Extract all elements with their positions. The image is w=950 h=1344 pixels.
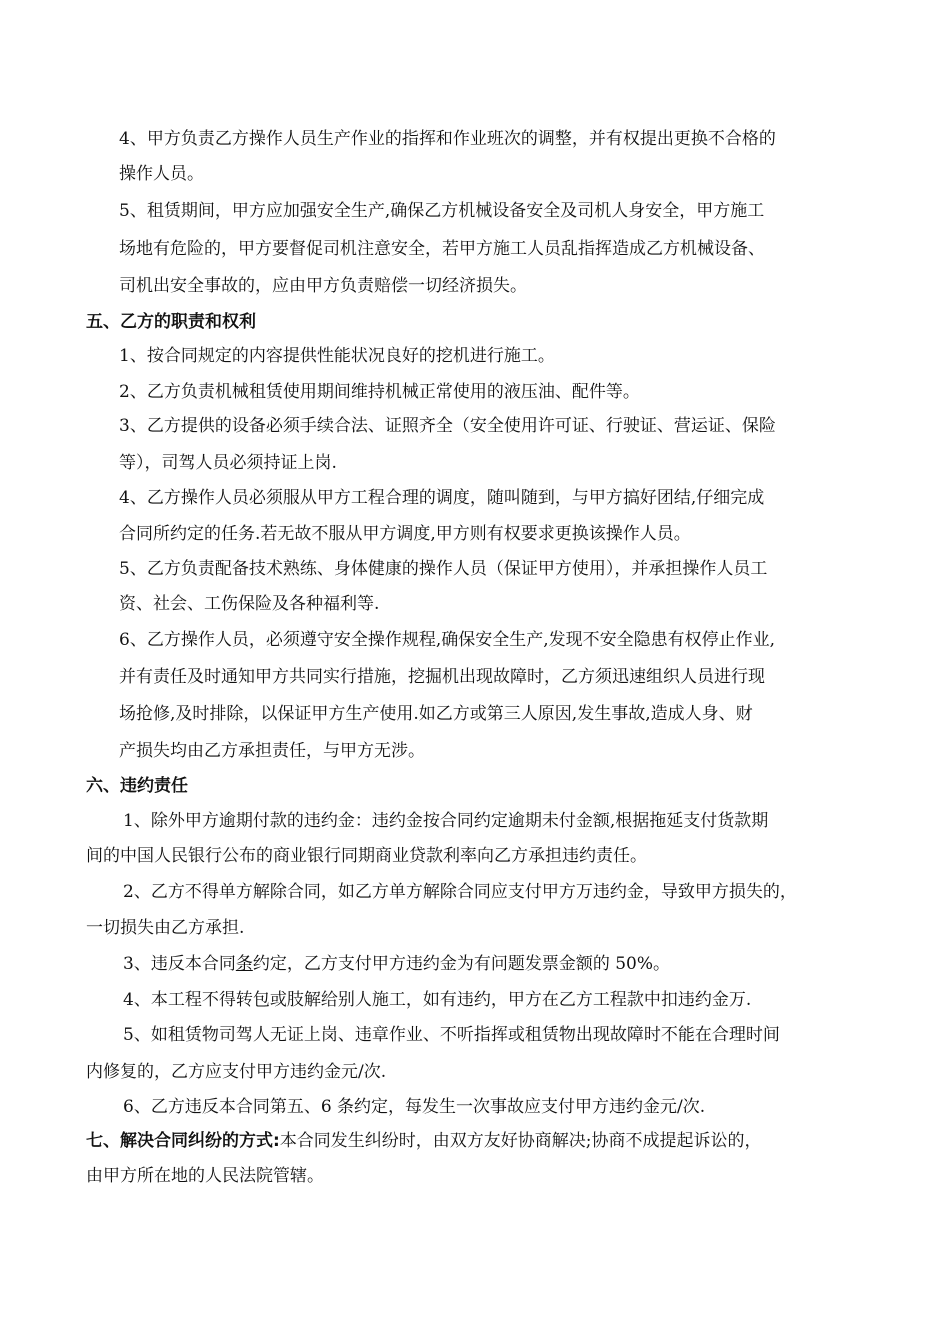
section7-line2: 由甲方所在地的人民法院管辖。 [86, 1166, 324, 1186]
s6-item3-pre: 3、违反本合同 [123, 954, 236, 974]
s4-item4-line2: 操作人员。 [119, 164, 204, 184]
s4-item5-line1: 5、租赁期间，甲方应加强安全生产,确保乙方机械设备安全及司机人身安全，甲方施工 [119, 201, 765, 221]
section5-title: 五、乙方的职责和权利 [86, 312, 256, 332]
s5-item6-line4: 产损失均由乙方承担责任，与甲方无涉。 [119, 741, 425, 761]
section7-text1: 本合同发生纠纷时，由双方友好协商解决;协商不成提起诉讼的， [279, 1131, 762, 1151]
s5-item5-line1: 5、乙方负责配备技术熟练、身体健康的操作人员（保证甲方使用），并承担操作人员工 [119, 559, 768, 579]
s6-item4: 4、本工程不得转包或肢解给别人施工，如有违约，甲方在乙方工程款中扣违约金万. [123, 990, 752, 1010]
s5-item6-line1: 6、乙方操作人员，必须遵守安全操作规程,确保安全生产,发现不安全隐患有权停止作业, [119, 630, 776, 650]
s6-item2-line1: 2、乙方不得单方解除合同，如乙方单方解除合同应支付甲方万违约金，导致甲方损失的， [123, 882, 797, 902]
section7-line1 [86, 1130, 762, 1152]
s5-item6-line3: 场抢修,及时排除，以保证甲方生产使用.如乙方或第三人原因,发生事故,造成人身、财 [119, 704, 753, 724]
s5-item6-line2: 并有责任及时通知甲方共同实行措施，挖掘机出现故障时，乙方须迅速组织人员进行现 [119, 667, 765, 687]
s6-item1-line1: 1、除外甲方逾期付款的违约金：违约金按合同约定逾期未付金额,根据拖延支付货款期 [123, 811, 769, 831]
s6-item5-line2: 内修复的，乙方应支付甲方违约金元/次. [86, 1062, 387, 1082]
s5-item1: 1、按合同规定的内容提供性能状况良好的挖机进行施工。 [119, 346, 555, 366]
s5-item3-line2: 等），司驾人员必须持证上岗. [119, 453, 337, 473]
s6-item6: 6、乙方违反本合同第五、6 条约定，每发生一次事故应支付甲方违约金元/次. [123, 1097, 706, 1117]
s4-item5-line2: 场地有危险的，甲方要督促司机注意安全，若甲方施工人员乱指挥造成乙方机械设备、 [119, 239, 765, 259]
s6-item3 [123, 953, 670, 975]
s5-item2: 2、乙方负责机械租赁使用期间维持机械正常使用的液压油、配件等。 [119, 382, 640, 402]
s6-item1-line2: 间的中国人民银行公布的商业银行同期商业贷款利率向乙方承担违约责任。 [86, 846, 647, 866]
section6-title: 六、违约责任 [86, 776, 188, 796]
section7-title: 七、解决合同纠纷的方式: [86, 1131, 280, 1151]
s6-item3-underlined: 条 [235, 954, 253, 974]
s5-item4-line1: 4、乙方操作人员必须服从甲方工程合理的调度，随叫随到，与甲方搞好团结,仔细完成 [119, 488, 765, 508]
s5-item5-line2: 资、社会、工伤保险及各种福利等. [119, 594, 380, 614]
s6-item2-line2: 一切损失由乙方承担. [86, 918, 245, 938]
s5-item4-line2: 合同所约定的任务.若无故不服从甲方调度,甲方则有权要求更换该操作人员。 [119, 524, 691, 544]
s6-item5-line1: 5、如租赁物司驾人无证上岗、违章作业、不听指挥或租赁物出现故障时不能在合理时间 [123, 1025, 780, 1045]
s5-item3-line1: 3、乙方提供的设备必须手续合法、证照齐全（安全使用许可证、行驶证、营运证、保险 [119, 416, 776, 436]
s6-item3-post: 约定，乙方支付甲方违约金为有问题发票金额的 50%。 [252, 954, 671, 974]
s4-item5-line3: 司机出安全事故的，应由甲方负责赔偿一切经济损失。 [119, 276, 527, 296]
s4-item4-line1: 4、甲方负责乙方操作人员生产作业的指挥和作业班次的调整，并有权提出更换不合格的 [119, 129, 776, 149]
